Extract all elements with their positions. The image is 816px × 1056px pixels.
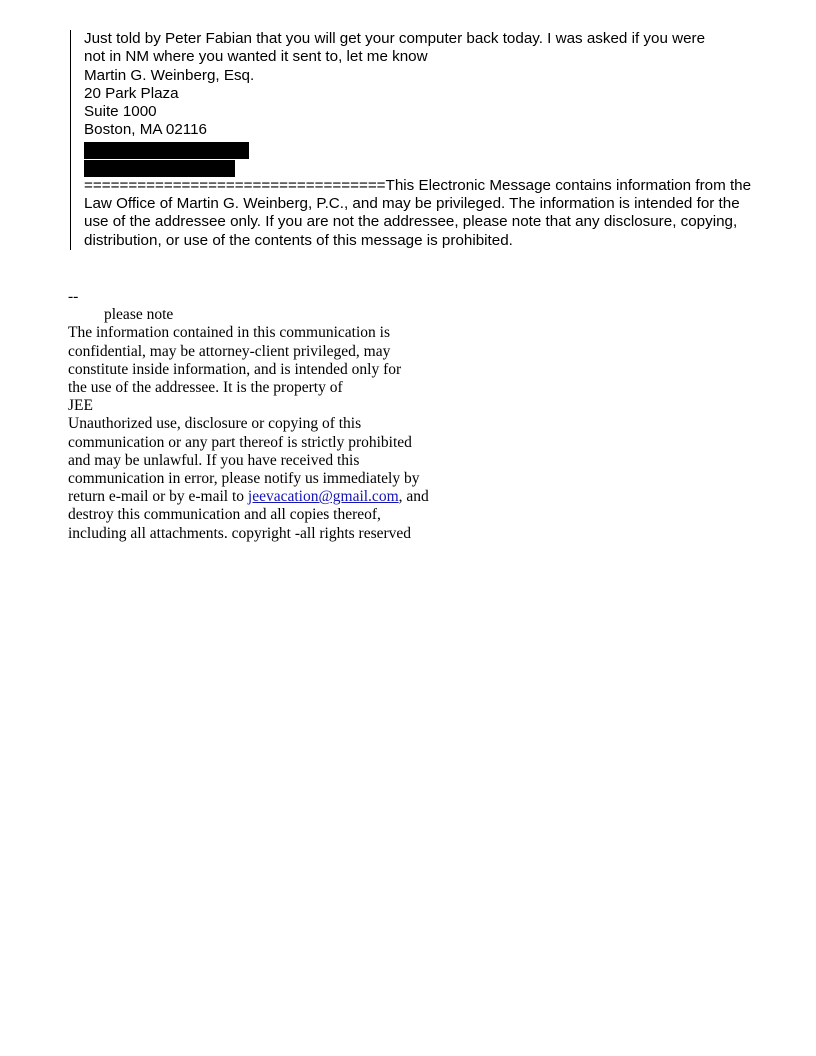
footer-line: and may be unlawful. If you have received this bbox=[68, 451, 360, 469]
footer-line: communication in error, please notify us immediately by bbox=[68, 470, 420, 488]
please-note-label: please note bbox=[104, 306, 174, 324]
footer-line: Unauthorized use, disclosure or copying of this bbox=[68, 415, 362, 433]
footer-line-prefix: return e-mail or by e-mail to bbox=[68, 488, 248, 506]
quoted-line: Martin G. Weinberg, Esq. bbox=[84, 66, 255, 84]
redaction-bar-1 bbox=[84, 142, 249, 159]
signature-separator: -- bbox=[68, 288, 79, 305]
quoted-line: 20 Park Plaza bbox=[84, 84, 179, 102]
footer-line-with-email bbox=[68, 488, 588, 506]
redaction-bar-2 bbox=[84, 160, 235, 177]
quoted-line: Just told by Peter Fabian that you will get your computer back today. I was asked if you were bbox=[84, 30, 706, 47]
footer-line: including all attachments. copyright -all rights reserved bbox=[68, 524, 412, 542]
quoted-line: Boston, MA 02116 bbox=[84, 121, 207, 139]
quoted-line: Suite 1000 bbox=[84, 103, 157, 121]
signature-footer-block bbox=[68, 288, 588, 543]
footer-line: JEE bbox=[68, 397, 93, 415]
quoted-line: not in NM where you wanted it sent to, let me know bbox=[84, 48, 428, 66]
quoted-email-block bbox=[70, 30, 760, 250]
footer-line: constitute inside information, and is intended only for bbox=[68, 360, 402, 378]
footer-line-suffix: , and bbox=[398, 488, 429, 506]
email-link[interactable]: jeevacation@gmail.com bbox=[247, 488, 399, 506]
footer-line: destroy this communication and all copies thereof, bbox=[68, 506, 381, 524]
footer-line: communication or any part thereof is strictly prohibited bbox=[68, 433, 412, 451]
footer-line: the use of the addressee. It is the property of bbox=[68, 379, 343, 397]
footer-line: The information contained in this communication is bbox=[68, 324, 390, 342]
legal-disclaimer: ==================================This Electronic Message contains information from the Law Office of Martin G. Weinberg, P.C., and may be privileged. The information is intended for the use of the addressee only. If you are not the addressee, please note that any disclosure, copying, distribution, or use of the contents of this message is prohibited. bbox=[84, 176, 752, 249]
footer-line: confidential, may be attorney-client privileged, may bbox=[68, 342, 391, 360]
